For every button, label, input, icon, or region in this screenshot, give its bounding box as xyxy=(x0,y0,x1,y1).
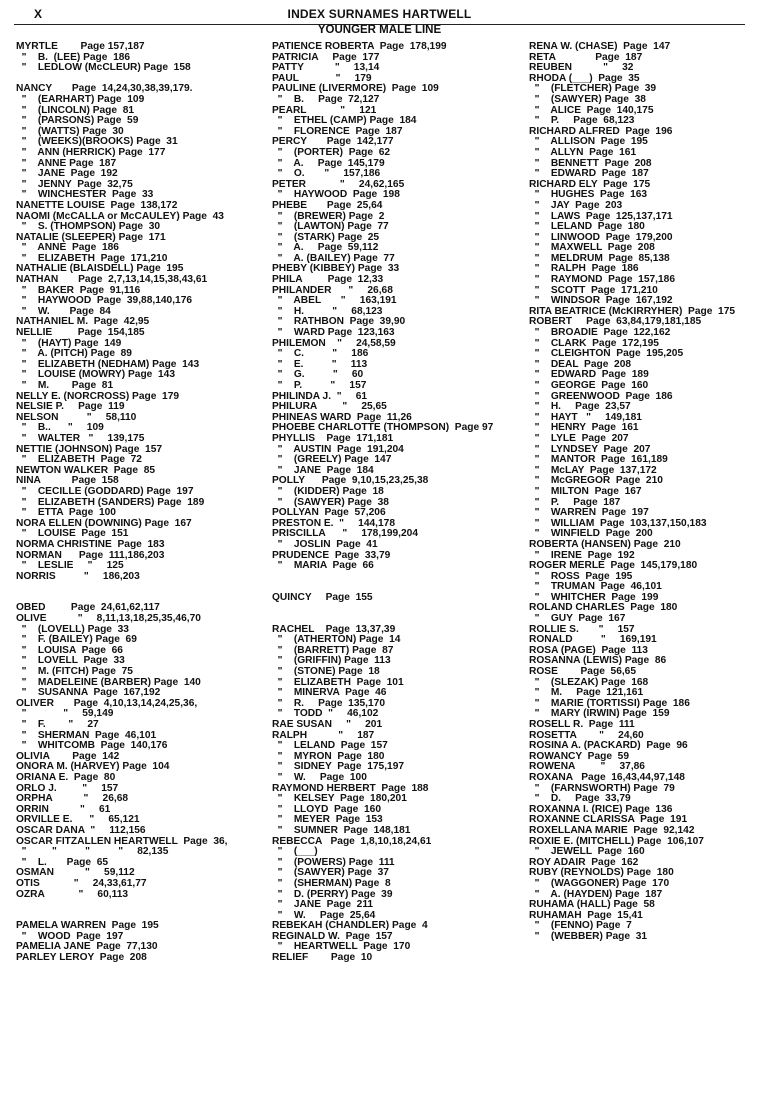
index-entry: NORMAN Page 111,186,203 xyxy=(16,549,165,561)
index-entry: " CLEIGHTON Page 195,205 xyxy=(529,348,684,360)
index-entry: " RATHBON Page 39,90 xyxy=(272,316,406,328)
index-entry: " C. " 186 xyxy=(272,348,369,360)
index-entry: ORRIN " 61 xyxy=(16,803,111,815)
index-entry: " M. Page 81 xyxy=(16,380,114,391)
index-entry: " (LINCOLN) Page 81 xyxy=(16,104,135,116)
index-entry: ROSELL R. Page 111 xyxy=(529,719,635,730)
index-entry: " H. " 68,123 xyxy=(272,305,383,317)
index-entry: " LOUISE Page 151 xyxy=(16,528,129,540)
index-entry: NETTIE (JOHNSON) Page 157 xyxy=(16,443,163,455)
index-entry: " MARIE (TORTISSI) Page 186 xyxy=(529,697,690,709)
index-entry: " " 59,149 xyxy=(16,708,114,720)
index-entry: RELIEF Page 10 xyxy=(272,952,373,964)
index-entry: " CLARK Page 172,195 xyxy=(529,337,659,349)
index-entry: NANCY Page 14,24,30,38,39,179. xyxy=(16,83,193,95)
index-entry: ROSETTA " 24,60 xyxy=(529,729,644,741)
index-entry: OTIS " 24,33,61,77 xyxy=(16,877,147,889)
page-number: X xyxy=(34,7,43,21)
index-entry: PERCY Page 142,177 xyxy=(272,136,394,148)
index-entry: " AUSTIN Page 191,204 xyxy=(272,443,404,455)
page-title: INDEX SURNAMES HARTWELL xyxy=(287,7,472,21)
index-entry: " (PORTER) Page 62 xyxy=(272,146,391,158)
index-entry: ROXANA Page 16,43,44,97,148 xyxy=(529,771,685,783)
index-entry: " KELSEY Page 180,201 xyxy=(272,793,407,805)
index-entry: NORMA CHRISTINE Page 183 xyxy=(16,538,165,550)
index-entry: " HAYWOOD Page 198 xyxy=(272,189,400,201)
index-entry: ROXIE E. (MITCHELL) Page 106,107 xyxy=(529,835,704,847)
index-entry: " ANNE Page 186 xyxy=(16,242,119,254)
index-entry: " O. " 157,186 xyxy=(272,168,381,180)
index-entry: PAMELIA JANE Page 77,130 xyxy=(16,941,158,953)
index-entry: " W. Page 100 xyxy=(272,771,367,783)
index-entry: " (___) xyxy=(272,846,318,858)
index-entry: RUHAMAH Page 15,41 xyxy=(529,909,643,921)
index-entry: " WALTER " 139,175 xyxy=(16,432,145,444)
index-entry: REGINALD W. Page 157 xyxy=(272,930,393,942)
index-entry: " P. Page 68,123 xyxy=(529,115,635,127)
index-entry: ORIANA E. Page 80 xyxy=(16,771,116,783)
index-entry: MYRTLE Page 157,187 xyxy=(16,41,145,52)
index-entry: NATHANIEL M. Page 42,95 xyxy=(16,316,150,328)
index-entry: " EDWARD Page 187 xyxy=(529,168,649,180)
index-entry: " LOUISE (MOWRY) Page 143 xyxy=(16,369,175,381)
index-entry: " LELAND Page 180 xyxy=(529,221,645,233)
index-column-2 xyxy=(272,42,530,964)
index-entry: " ELIZABETH Page 101 xyxy=(272,676,404,688)
index-entry: PHILINDA J. " 61 xyxy=(272,390,368,402)
index-entry: PHYLLIS Page 171,181 xyxy=(272,432,394,444)
page-header xyxy=(14,4,745,25)
index-entry: " MINERVA Page 46 xyxy=(272,687,387,699)
index-entry: " " " " 82,135 xyxy=(16,846,169,858)
index-entry: OZRA " 60,113 xyxy=(16,888,129,900)
index-entry: ROBERTA (HANSEN) Page 210 xyxy=(529,538,681,550)
index-entry: RENA W. (CHASE) Page 147 xyxy=(529,41,671,52)
index-spacer xyxy=(16,582,271,593)
index-entry: " A. Page 59,112 xyxy=(272,242,379,254)
index-entry: ORLO J. " 157 xyxy=(16,782,119,794)
index-entry: " JANE Page 192 xyxy=(16,168,118,180)
index-entry: " P. " 157 xyxy=(272,380,367,391)
index-entry: " WINDSOR Page 167,192 xyxy=(529,295,673,307)
index-entry: " F. (BAILEY) Page 69 xyxy=(16,634,137,646)
index-entry: " MANTOR Page 161,189 xyxy=(529,454,668,466)
index-entry: " LYNDSEY Page 207 xyxy=(529,443,651,455)
index-entry: ROXELLANA MARIE Page 92,142 xyxy=(529,824,695,836)
index-entry: " MELDRUM Page 85,138 xyxy=(529,252,670,264)
index-entry: " HAYT " 149,181 xyxy=(529,411,642,423)
index-entry: ROXANNE CLARISSA Page 191 xyxy=(529,814,688,826)
index-entry: PHILANDER " 26,68 xyxy=(272,284,393,296)
index-entry: NELLY E. (NORCROSS) Page 179 xyxy=(16,390,180,402)
index-entry: " (SAWYER) Page 37 xyxy=(272,867,389,879)
index-entry: " ROSS Page 195 xyxy=(529,570,633,582)
index-entry: QUINCY Page 155 xyxy=(272,591,373,603)
index-entry: ROGER MERLE Page 145,179,180 xyxy=(529,560,698,572)
index-entry: " B. Page 72,127 xyxy=(272,93,380,105)
index-entry: " D. (PERRY) Page 39 xyxy=(272,888,393,900)
index-entry: " (FENNO) Page 7 xyxy=(529,920,632,932)
index-entry: " JENNY Page 32,75 xyxy=(16,178,133,190)
index-spacer xyxy=(16,900,271,911)
index-entry: " WHITCOMB Page 140,176 xyxy=(16,740,168,752)
index-entry: " HEARTWELL Page 170 xyxy=(272,941,411,953)
index-entry: PARLEY LEROY Page 208 xyxy=(16,952,147,964)
index-entry: " MYRON Page 180 xyxy=(272,750,385,762)
index-column-3 xyxy=(529,42,753,942)
index-entry: PRUDENCE Page 33,79 xyxy=(272,549,391,561)
index-entry: " F. " 27 xyxy=(16,719,99,730)
index-entry: RICHARD ALFRED Page 196 xyxy=(529,125,673,137)
index-entry: RACHEL Page 13,37,39 xyxy=(272,623,396,635)
index-entry: " SUMNER Page 148,181 xyxy=(272,824,411,836)
index-entry: " GEORGE Page 160 xyxy=(529,380,649,391)
index-entry: OSCAR FITZALLEN HEARTWELL Page 36, xyxy=(16,835,228,847)
index-entry: " RAYMOND Page 157,186 xyxy=(529,274,676,286)
index-entry: " LEDLOW (McCLEUR) Page 158 xyxy=(16,62,191,74)
index-entry: " MARIA Page 66 xyxy=(272,560,374,572)
index-entry: RAYMOND HERBERT Page 188 xyxy=(272,782,429,794)
index-entry: " WARD Page 123,163 xyxy=(272,327,395,339)
index-entry: " M. Page 121,161 xyxy=(529,687,644,699)
index-entry: ORVILLE E. " 65,121 xyxy=(16,814,140,826)
index-entry: NATHAN Page 2,7,13,14,15,38,43,61 xyxy=(16,274,208,286)
index-entry: " BENNETT Page 208 xyxy=(529,157,652,169)
index-entry: ROLLIE S. " 157 xyxy=(529,623,635,635)
index-entry: PATRICIA Page 177 xyxy=(272,51,380,63)
index-entry: PRESTON E. " 144,178 xyxy=(272,517,395,529)
index-entry: " CECILLE (GODDARD) Page 197 xyxy=(16,485,194,497)
index-entry: " (WAGGONER) Page 170 xyxy=(529,877,670,889)
index-entry: " ALICE Page 140,175 xyxy=(529,104,654,116)
index-entry: PHINEAS WARD Page 11,26 xyxy=(272,411,412,423)
index-spacer xyxy=(272,572,530,583)
index-entry: RHODA (___) Page 35 xyxy=(529,72,640,84)
index-entry: ROWANCY Page 59 xyxy=(529,750,630,762)
index-entry: " HUGHES Page 163 xyxy=(529,189,648,201)
index-entry: " (SLEZAK) Page 168 xyxy=(529,676,649,688)
index-entry: " WARREN Page 197 xyxy=(529,507,649,519)
index-entry: PRISCILLA " 178,199,204 xyxy=(272,528,419,540)
index-entry: " (PARSONS) Page 59 xyxy=(16,115,139,127)
index-entry: PHILEMON " 24,58,59 xyxy=(272,337,396,349)
index-entry: " (STARK) Page 25 xyxy=(272,231,380,243)
index-entry: PHILURA " 25,65 xyxy=(272,401,387,413)
index-entry: " HAYWOOD Page 39,88,140,176 xyxy=(16,295,193,307)
index-entry: " JOSLIN Page 41 xyxy=(272,538,378,550)
index-spacer xyxy=(272,603,530,614)
index-entry: " (WEBBER) Page 31 xyxy=(529,930,648,942)
index-entry: " MADELEINE (BARBER) Page 140 xyxy=(16,676,201,688)
index-entry: POLLYAN Page 57,206 xyxy=(272,507,386,519)
index-entry: " TODD " 46,102 xyxy=(272,708,379,720)
index-entry: " JANE Page 184 xyxy=(272,464,374,476)
index-entry: " ETTA Page 100 xyxy=(16,507,116,519)
index-entry: " McLAY Page 137,172 xyxy=(529,464,657,476)
index-entry: ROSE Page 56,65 xyxy=(529,666,637,678)
index-entry: " MARY (IRWIN) Page 159 xyxy=(529,708,670,720)
index-entry: ROSINA A. (PACKARD) Page 96 xyxy=(529,740,688,752)
index-entry: " LESLIE " 125 xyxy=(16,560,124,572)
index-entry: PAUL " 179 xyxy=(272,72,372,84)
index-entry: " WOOD Page 197 xyxy=(16,930,124,942)
index-entry: " LYLE Page 207 xyxy=(529,432,629,444)
index-entry: POLLY Page 9,10,15,23,25,38 xyxy=(272,475,429,487)
index-entry: " WHITCHER Page 199 xyxy=(529,591,659,603)
index-entry: " A. (BAILEY) Page 77 xyxy=(272,252,395,264)
index-entry: " S. (THOMPSON) Page 30 xyxy=(16,221,161,233)
index-entry: ROLAND CHARLES Page 180 xyxy=(529,602,678,614)
index-entry: REBECCA Page 1,8,10,18,24,61 xyxy=(272,835,432,847)
index-entry: RUBY (REYNOLDS) Page 180 xyxy=(529,867,674,879)
index-entry: " LLOYD Page 160 xyxy=(272,803,382,815)
index-entry: " ELIZABETH (NEDHAM) Page 143 xyxy=(16,358,200,370)
index-entry: ROY ADAIR Page 162 xyxy=(529,856,639,868)
index-entry: " (EARHART) Page 109 xyxy=(16,93,145,105)
index-entry: " ELIZABETH Page 72 xyxy=(16,454,142,466)
index-entry: " (STONE) Page 18 xyxy=(272,666,380,678)
index-entry: " LELAND Page 157 xyxy=(272,740,388,752)
index-entry: " (KIDDER) Page 18 xyxy=(272,485,384,497)
index-entry: NELLIE Page 154,185 xyxy=(16,327,145,339)
index-entry: " B. (LEE) Page 186 xyxy=(16,51,131,63)
index-entry: " EDWARD Page 189 xyxy=(529,369,649,381)
index-entry: PETER " 24,62,165 xyxy=(272,178,405,190)
index-entry: NANETTE LOUISE Page 138,172 xyxy=(16,199,178,211)
index-entry: RETA Page 187 xyxy=(529,51,643,63)
index-entry: " P. Page 187 xyxy=(529,496,621,508)
index-entry: " W. Page 84 xyxy=(16,305,111,317)
index-entry: " G. " 60 xyxy=(272,369,364,381)
index-entry: " ALLYN Page 161 xyxy=(529,146,637,158)
index-entry: " LAWS Page 125,137,171 xyxy=(529,210,673,222)
index-entry: ROSA (PAGE) Page 113 xyxy=(529,644,648,656)
index-entry: " JAY Page 203 xyxy=(529,199,623,211)
index-entry: ROBERT Page 63,84,179,181,185 xyxy=(529,316,702,328)
index-entry: " (SAWYER) Page 38 xyxy=(529,93,646,105)
page-subtitle: YOUNGER MALE LINE xyxy=(317,24,442,36)
index-entry: " SHERMAN Page 46,101 xyxy=(16,729,157,741)
index-entry: OLIVER Page 4,10,13,14,24,25,36, xyxy=(16,697,198,709)
index-entry: RAE SUSAN " 201 xyxy=(272,719,383,730)
index-entry: " M. (FITCH) Page 75 xyxy=(16,666,133,678)
index-entry: " SCOTT Page 171,210 xyxy=(529,284,658,296)
index-entry: " A. (HAYDEN) Page 187 xyxy=(529,888,663,900)
index-entry: " JANE Page 211 xyxy=(272,899,374,911)
index-entry: " WILLIAM Page 103,137,150,183 xyxy=(529,517,707,529)
index-entry: NEWTON WALKER Page 85 xyxy=(16,464,156,476)
index-entry: ROSANNA (LEWIS) Page 86 xyxy=(529,655,667,667)
index-entry: ROXANNA I. (RICE) Page 136 xyxy=(529,803,673,815)
index-entry: PHILA Page 12,33 xyxy=(272,274,384,286)
index-entry: " ALLISON Page 195 xyxy=(529,136,648,148)
index-entry: " ETHEL (CAMP) Page 184 xyxy=(272,115,417,127)
index-entry: " D. Page 33,79 xyxy=(529,793,631,805)
index-entry: OSCAR DANA " 112,156 xyxy=(16,824,146,836)
index-entry: NORA ELLEN (DOWNING) Page 167 xyxy=(16,517,192,529)
index-entry: " IRENE Page 192 xyxy=(529,549,635,561)
index-entry: " (GREELY) Page 147 xyxy=(272,454,392,466)
index-entry: " WINFIELD Page 200 xyxy=(529,528,653,540)
index-entry: " (LOVELL) Page 33 xyxy=(16,623,129,635)
index-entry: OLIVE " 8,11,13,18,25,35,46,70 xyxy=(16,613,201,625)
index-entry: " SIDNEY Page 175,197 xyxy=(272,761,405,773)
index-entry: " H. Page 23,57 xyxy=(529,401,631,413)
index-entry: PATTY " 13,14 xyxy=(272,62,380,74)
index-entry: " ANNE Page 187 xyxy=(16,157,117,169)
index-entry: RUHAMA (HALL) Page 58 xyxy=(529,899,655,911)
index-entry: " (BARRETT) Page 87 xyxy=(272,644,394,656)
index-entry: NATALIE (SLEEPER) Page 171 xyxy=(16,231,166,243)
index-entry: " GUY Page 167 xyxy=(529,613,626,625)
index-column-1 xyxy=(16,42,271,964)
index-entry: " MEYER Page 153 xyxy=(272,814,383,826)
index-entry: " B.. " 109 xyxy=(16,422,104,434)
index-entry: " A. Page 145,179 xyxy=(272,157,385,169)
index-entry: " R. Page 135,170 xyxy=(272,697,385,709)
index-entry: " ELIZABETH Page 171,210 xyxy=(16,252,168,264)
index-entry: " E. " 113 xyxy=(272,358,368,370)
index-entry: " BROADIE Page 122,162 xyxy=(529,327,671,339)
index-entry: " (ATHERTON) Page 14 xyxy=(272,634,401,646)
index-entry: " RALPH Page 186 xyxy=(529,263,639,275)
index-entry: " A. (PITCH) Page 89 xyxy=(16,348,132,360)
index-entry: " LINWOOD Page 179,200 xyxy=(529,231,673,243)
index-entry: PHEBY (KIBBEY) Page 33 xyxy=(272,263,400,275)
index-entry: " SUSANNA Page 167,192 xyxy=(16,687,161,699)
index-entry: " WINCHESTER Page 33 xyxy=(16,189,154,201)
index-entry: " (LAWTON) Page 77 xyxy=(272,221,389,233)
index-entry: ORPHA " 26,68 xyxy=(16,793,129,805)
index-entry: " (FARNSWORTH) Page 79 xyxy=(529,782,675,794)
index-entry: OBED Page 24,61,62,117 xyxy=(16,602,160,614)
index-entry: " (HAYT) Page 149 xyxy=(16,337,122,349)
index-entry: RITA BEATRICE (McKIRRYHER) Page 175 xyxy=(529,305,736,317)
index-entry: " LOVELL Page 33 xyxy=(16,655,125,667)
index-entry: " JEWELL Page 160 xyxy=(529,846,645,858)
index-entry: " L. Page 65 xyxy=(16,856,109,868)
index-entry: " BAKER Page 91,116 xyxy=(16,284,141,296)
index-entry: " (POWERS) Page 111 xyxy=(272,856,395,868)
index-entry: " (BREWER) Page 2 xyxy=(272,210,385,222)
index-entry: " FLORENCE Page 187 xyxy=(272,125,403,137)
index-entry: NATHALIE (BLAISDELL) Page 195 xyxy=(16,263,184,275)
index-entry: NAOMI (McCALLA or McCAULEY) Page 43 xyxy=(16,210,224,222)
index-entry: PHOEBE CHARLOTTE (THOMPSON) Page 97 xyxy=(272,422,494,434)
index-entry: " MILTON Page 167 xyxy=(529,485,642,497)
index-entry: RONALD " 169,191 xyxy=(529,634,657,646)
index-entry: " HENRY Page 161 xyxy=(529,422,639,434)
index-entry: ONORA M. (HARVEY) Page 104 xyxy=(16,761,170,773)
index-entry: " TRUMAN Page 46,101 xyxy=(529,581,662,593)
index-entry: ROWENA " 37,86 xyxy=(529,761,645,773)
index-entry: " GREENWOOD Page 186 xyxy=(529,390,673,402)
index-entry: PATIENCE ROBERTA Page 178,199 xyxy=(272,41,447,52)
index-entry: OSMAN " 59,112 xyxy=(16,867,135,879)
index-entry: " ANN (HERRICK) Page 177 xyxy=(16,146,166,158)
index-entry: REBEKAH (CHANDLER) Page 4 xyxy=(272,920,428,932)
index-entry: " (SHERMAN) Page 8 xyxy=(272,877,391,889)
index-entry: " ELIZABETH (SANDERS) Page 189 xyxy=(16,496,205,508)
index-entry: PAMELA WARREN Page 195 xyxy=(16,920,159,932)
index-entry: " LOUISA Page 66 xyxy=(16,644,123,656)
index-entry: " W. Page 25,64 xyxy=(272,909,376,921)
index-entry: " (WEEKS)(BROOKS) Page 31 xyxy=(16,136,178,148)
index-entry: OLIVIA Page 142 xyxy=(16,750,120,762)
index-entry: " (WATTS) Page 30 xyxy=(16,125,124,137)
index-entry: RALPH " 187 xyxy=(272,729,375,741)
index-entry: NELSON " 58,110 xyxy=(16,411,137,423)
index-entry: " (GRIFFIN) Page 113 xyxy=(272,655,391,667)
index-entry: REUBEN " 32 xyxy=(529,62,634,74)
index-entry: " McGREGOR Page 210 xyxy=(529,475,663,487)
index-entry: PHEBE Page 25,64 xyxy=(272,199,383,211)
index-entry: NORRIS " 186,203 xyxy=(16,570,140,582)
index-entry: PAULINE (LIVERMORE) Page 109 xyxy=(272,83,439,95)
index-entry: " (FLETCHER) Page 39 xyxy=(529,83,657,95)
index-entry: " DEAL Page 208 xyxy=(529,358,632,370)
index-entry: " (SAWYER) Page 38 xyxy=(272,496,389,508)
index-entry: " MAXWELL Page 208 xyxy=(529,242,655,254)
index-entry: PEARL " 121 xyxy=(272,104,377,116)
index-entry: RICHARD ELY Page 175 xyxy=(529,178,651,190)
index-entry: " ABEL " 163,191 xyxy=(272,295,397,307)
index-entry: NINA Page 158 xyxy=(16,475,119,487)
index-entry: NELSIE P. Page 119 xyxy=(16,401,125,413)
